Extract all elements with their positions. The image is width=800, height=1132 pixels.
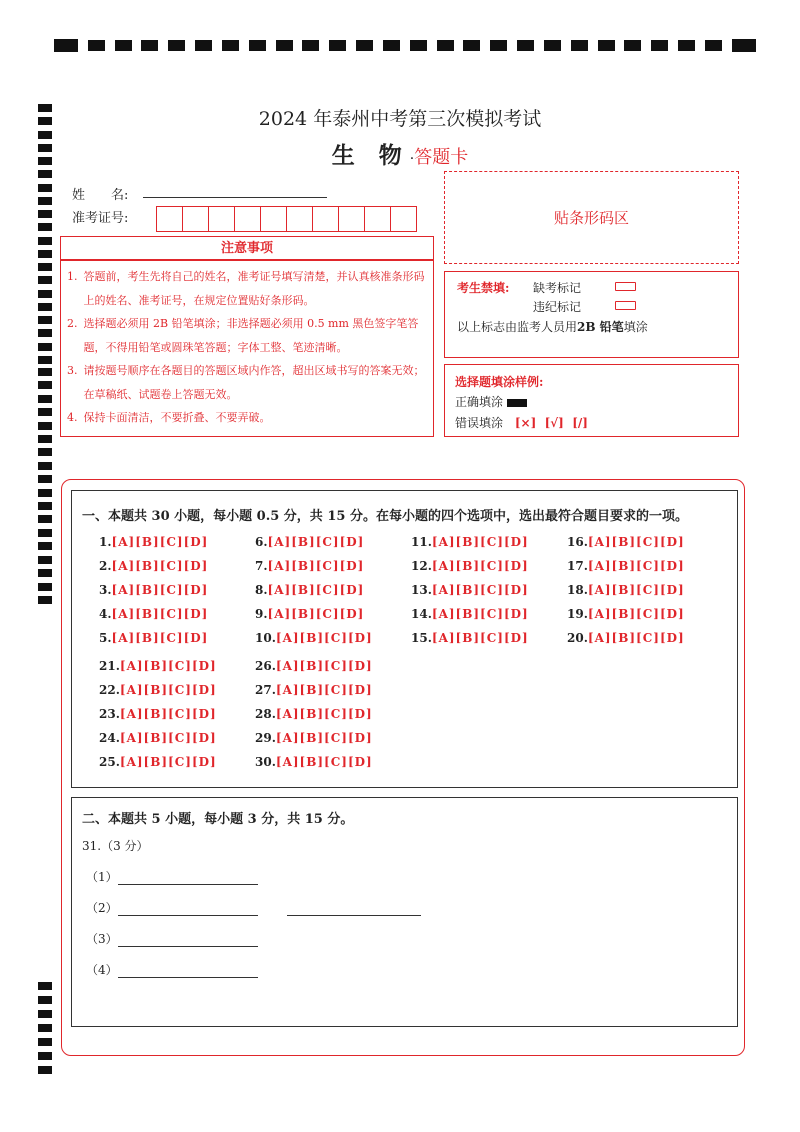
choice-question-24 [99, 731, 217, 745]
part-label: （4） [86, 963, 118, 977]
question-number: 8. [255, 583, 268, 597]
choice-question-18 [567, 583, 685, 597]
timing-mark [598, 40, 615, 51]
timing-mark [38, 223, 52, 231]
exam-id-digit-box[interactable] [287, 207, 313, 231]
timing-mark [705, 40, 722, 51]
timing-mark [329, 40, 346, 51]
top-timing-marks [54, 38, 756, 52]
question-number: 6. [255, 535, 268, 549]
timing-mark [38, 250, 52, 258]
exam-id-label: 准考证号: [72, 211, 129, 226]
exam-title: 2024 年泰州中考第三次模拟考试 [258, 108, 542, 130]
answer-options[interactable]: [A][B][C][D] [431, 559, 529, 573]
timing-mark [517, 40, 534, 51]
question-number: 12. [411, 559, 432, 573]
notice-box [60, 260, 434, 437]
answer-options[interactable]: [A][B][C][D] [275, 755, 373, 769]
choice-question-5 [99, 631, 208, 645]
exam-id-digit-box[interactable] [365, 207, 391, 231]
wrong-fill-marks: [×] [√] [/] [514, 416, 588, 430]
notice-item-number: 1. [67, 270, 78, 283]
choice-question-4 [99, 607, 208, 621]
timing-mark [38, 422, 52, 430]
answer-line[interactable] [118, 946, 258, 947]
timing-mark [38, 529, 52, 537]
answer-options[interactable]: [A][B][C][D] [587, 631, 685, 645]
choice-question-23 [99, 707, 217, 721]
question-number: 22. [99, 683, 120, 697]
notice-item-text: 请按题号顺序在各题目的答题区域内作答，超出区域书写的答案无效；在草稿纸、试题卷上答题无效。 [83, 364, 425, 401]
answer-line[interactable] [118, 884, 258, 885]
timing-mark [38, 996, 52, 1004]
timing-mark [222, 40, 239, 51]
exam-id-digit-box[interactable] [209, 207, 235, 231]
timing-mark [54, 39, 78, 52]
timing-mark [302, 40, 319, 51]
left-timing-marks-lower [38, 982, 54, 1074]
timing-mark [38, 276, 52, 284]
timing-mark [356, 40, 373, 51]
notice-item [67, 359, 427, 406]
timing-mark [38, 237, 52, 245]
sample-title: 选择题填涂样例: [455, 375, 544, 389]
exam-id-digit-box[interactable] [157, 207, 183, 231]
answer-line[interactable] [287, 915, 421, 916]
question-number: 28. [255, 707, 276, 721]
answer-options[interactable]: [A][B][C][D] [267, 583, 365, 597]
timing-mark [38, 502, 52, 510]
answer-options[interactable]: [A][B][C][D] [111, 535, 209, 549]
question-number: 14. [411, 607, 432, 621]
timing-mark [38, 210, 52, 218]
notice-item [67, 265, 427, 312]
subject-line [0, 137, 800, 170]
section-1-title: 一、本题共 30 小题，每小题 0.5 分，共 15 分。在每小题的四个选项中，选出最符合题目要求的一项。 [82, 509, 688, 524]
question-number: 23. [99, 707, 120, 721]
section-2-title: 二、本题共 5 小题，每小题 3 分，共 15 分。 [82, 812, 354, 827]
timing-mark [38, 184, 52, 192]
notice-item-text: 答题前，考生先将自己的姓名，准考证号填写清楚，并认真核准条形码上的姓名、准考证号，在规定位置贴好条形码。 [83, 270, 425, 307]
choice-question-7 [255, 559, 364, 573]
violation-mark-label: 违纪标记 [533, 300, 582, 314]
part-label: （2） [86, 901, 118, 915]
name-field[interactable] [143, 197, 327, 198]
question-number: 30. [255, 755, 276, 769]
timing-mark [437, 40, 454, 51]
answer-options[interactable]: [A][B][C][D] [587, 607, 685, 621]
choice-question-2 [99, 559, 208, 573]
timing-mark [38, 448, 52, 456]
timing-mark [38, 475, 52, 483]
timing-mark [38, 515, 52, 523]
timing-mark [38, 1038, 52, 1046]
timing-mark [195, 40, 212, 51]
timing-mark [38, 329, 52, 337]
timing-mark [38, 170, 52, 178]
answer-options[interactable]: [A][B][C][D] [111, 559, 209, 573]
timing-mark [678, 40, 695, 51]
section-2-written [71, 797, 738, 1027]
exam-id-digit-box[interactable] [391, 207, 416, 231]
question-number: 9. [255, 607, 268, 621]
question-number: 10. [255, 631, 276, 645]
question-number: 1. [99, 535, 112, 549]
timing-mark [38, 569, 52, 577]
answer-options[interactable]: [A][B][C][D] [275, 659, 373, 673]
exam-id-digit-box[interactable] [183, 207, 209, 231]
choice-question-19 [567, 607, 685, 621]
question-number: 13. [411, 583, 432, 597]
answer-options[interactable]: [A][B][C][D] [119, 683, 217, 697]
part-label: （1） [86, 870, 118, 884]
timing-mark [249, 40, 266, 51]
answer-options[interactable]: [A][B][C][D] [275, 731, 373, 745]
timing-mark [38, 368, 52, 376]
choice-question-12 [411, 559, 529, 573]
timing-mark [115, 40, 132, 51]
choice-question-1 [99, 535, 208, 549]
choice-question-29 [255, 731, 373, 745]
violation-mark-box[interactable] [615, 301, 636, 310]
timing-mark [38, 316, 52, 324]
forbid-title: 考生禁填: [457, 281, 510, 295]
answer-options[interactable]: [A][B][C][D] [111, 583, 209, 597]
answer-options[interactable]: [A][B][C][D] [431, 607, 529, 621]
choice-question-3 [99, 583, 208, 597]
answer-card-label: 答题卡 [414, 147, 469, 168]
answer-options[interactable]: [A][B][C][D] [431, 631, 529, 645]
choice-question-11 [411, 535, 529, 549]
answer-options[interactable]: [A][B][C][D] [275, 707, 373, 721]
notice-item-number: 3. [67, 364, 78, 377]
timing-mark [38, 197, 52, 205]
timing-mark [624, 40, 641, 51]
notice-item-number: 4. [67, 411, 78, 424]
notice-item-number: 2. [67, 317, 78, 330]
answer-options[interactable]: [A][B][C][D] [119, 659, 217, 673]
timing-mark [38, 982, 52, 990]
subject-dot: · [409, 151, 415, 167]
choice-question-6 [255, 535, 364, 549]
notice-title: 注意事项 [60, 236, 434, 260]
choice-question-20 [567, 631, 685, 645]
choice-question-27 [255, 683, 373, 697]
timing-mark [168, 40, 185, 51]
question-number: 17. [567, 559, 588, 573]
notice-item-text: 选择题必须用 2B 铅笔填涂；非选择题必须用 0.5 mm 黑色签字笔答题，不得用铅笔或圆珠笔答题；字体工整、笔迹清晰。 [83, 317, 419, 354]
question-number: 29. [255, 731, 276, 745]
choice-question-22 [99, 683, 217, 697]
timing-mark [38, 343, 52, 351]
timing-mark [88, 40, 105, 51]
answer-options[interactable]: [A][B][C][D] [431, 583, 529, 597]
timing-mark [38, 290, 52, 298]
question-number: 26. [255, 659, 276, 673]
timing-mark [38, 408, 52, 416]
answer-options[interactable]: [A][B][C][D] [267, 607, 365, 621]
timing-mark [732, 39, 756, 52]
examinee-forbidden-box [444, 271, 739, 358]
choice-question-25 [99, 755, 217, 769]
answer-options[interactable]: [A][B][C][D] [111, 607, 209, 621]
exam-id-digit-box[interactable] [235, 207, 261, 231]
choice-question-26 [255, 659, 373, 673]
answer-options[interactable]: [A][B][C][D] [587, 535, 685, 549]
forbid-note-post: 填涂 [623, 320, 648, 334]
choice-question-14 [411, 607, 529, 621]
timing-mark [38, 1010, 52, 1018]
question-number: 16. [567, 535, 588, 549]
choice-question-10 [255, 631, 373, 645]
choice-question-21 [99, 659, 217, 673]
timing-mark [38, 381, 52, 389]
timing-mark [38, 303, 52, 311]
answer-options[interactable]: [A][B][C][D] [111, 631, 209, 645]
answer-options[interactable]: [A][B][C][D] [119, 731, 217, 745]
timing-mark [651, 40, 668, 51]
timing-mark [38, 583, 52, 591]
left-timing-marks-middle [38, 368, 54, 604]
answer-line[interactable] [118, 915, 258, 916]
timing-mark [141, 40, 158, 51]
timing-mark [38, 1024, 52, 1032]
exam-id-digit-box[interactable] [339, 207, 365, 231]
timing-mark [38, 1066, 52, 1074]
question-number: 4. [99, 607, 112, 621]
question-number: 5. [99, 631, 112, 645]
answer-options[interactable]: [A][B][C][D] [587, 559, 685, 573]
timing-mark [490, 40, 507, 51]
timing-mark [571, 40, 588, 51]
question-number: 7. [255, 559, 268, 573]
notice-item [67, 406, 427, 430]
choice-question-9 [255, 607, 364, 621]
timing-mark [38, 356, 52, 364]
timing-mark [544, 40, 561, 51]
question-number: 2. [99, 559, 112, 573]
choice-question-15 [411, 631, 529, 645]
exam-id-boxes[interactable] [156, 206, 417, 232]
timing-mark [38, 1052, 52, 1060]
timing-mark [383, 40, 400, 51]
choice-question-16 [567, 535, 685, 549]
absent-mark-box[interactable] [615, 282, 636, 291]
question-number: 18. [567, 583, 588, 597]
correct-fill-mark [507, 399, 527, 407]
timing-mark [38, 462, 52, 470]
question-number: 20. [567, 631, 588, 645]
choice-question-30 [255, 755, 373, 769]
timing-mark [410, 40, 427, 51]
wrong-label: 错误填涂 [455, 416, 504, 430]
forbid-note [457, 318, 648, 335]
timing-mark [38, 435, 52, 443]
question-number: 15. [411, 631, 432, 645]
timing-mark [38, 395, 52, 403]
notice-item [67, 312, 427, 359]
timing-mark [38, 489, 52, 497]
question-number: 25. [99, 755, 120, 769]
correct-label: 正确填涂 [455, 395, 504, 409]
name-label: 姓 名: [72, 188, 129, 203]
question-31-label: 31.（3 分） [82, 839, 149, 853]
question-number: 27. [255, 683, 276, 697]
answer-options[interactable]: [A][B][C][D] [267, 559, 365, 573]
timing-mark [38, 542, 52, 550]
choice-question-17 [567, 559, 685, 573]
answer-options[interactable]: [A][B][C][D] [119, 755, 217, 769]
barcode-area: 贴条形码区 [444, 171, 739, 264]
answer-options[interactable]: [A][B][C][D] [275, 683, 373, 697]
forbid-note-pre: 以上标志由监考人员用 [457, 320, 578, 334]
answer-line[interactable] [118, 977, 258, 978]
timing-mark [38, 596, 52, 604]
part-label: （3） [86, 932, 118, 946]
answer-options[interactable]: [A][B][C][D] [587, 583, 685, 597]
timing-mark [463, 40, 480, 51]
timing-mark [38, 263, 52, 271]
question-number: 11. [411, 535, 432, 549]
correct-sample [455, 393, 527, 410]
answer-options[interactable]: [A][B][C][D] [119, 707, 217, 721]
absent-mark-label: 缺考标记 [533, 281, 582, 295]
exam-id-digit-box[interactable] [313, 207, 339, 231]
choice-question-28 [255, 707, 373, 721]
choice-question-13 [411, 583, 529, 597]
answer-options[interactable]: [A][B][C][D] [267, 535, 365, 549]
subject-name: 生 物 [331, 142, 410, 169]
fill-sample-box [444, 364, 739, 437]
timing-mark [38, 556, 52, 564]
timing-mark [276, 40, 293, 51]
wrong-sample [455, 414, 588, 431]
question-number: 24. [99, 731, 120, 745]
exam-id-digit-box[interactable] [261, 207, 287, 231]
notice-item-text: 保持卡面清洁，不要折叠、不要弄破。 [83, 411, 271, 424]
question-number: 19. [567, 607, 588, 621]
question-number: 21. [99, 659, 120, 673]
section-1-choice [71, 490, 738, 788]
question-number: 3. [99, 583, 112, 597]
answer-options[interactable]: [A][B][C][D] [275, 631, 373, 645]
choice-question-8 [255, 583, 364, 597]
answer-options[interactable]: [A][B][C][D] [431, 535, 529, 549]
forbid-note-bold: 2B 铅笔 [577, 320, 624, 334]
